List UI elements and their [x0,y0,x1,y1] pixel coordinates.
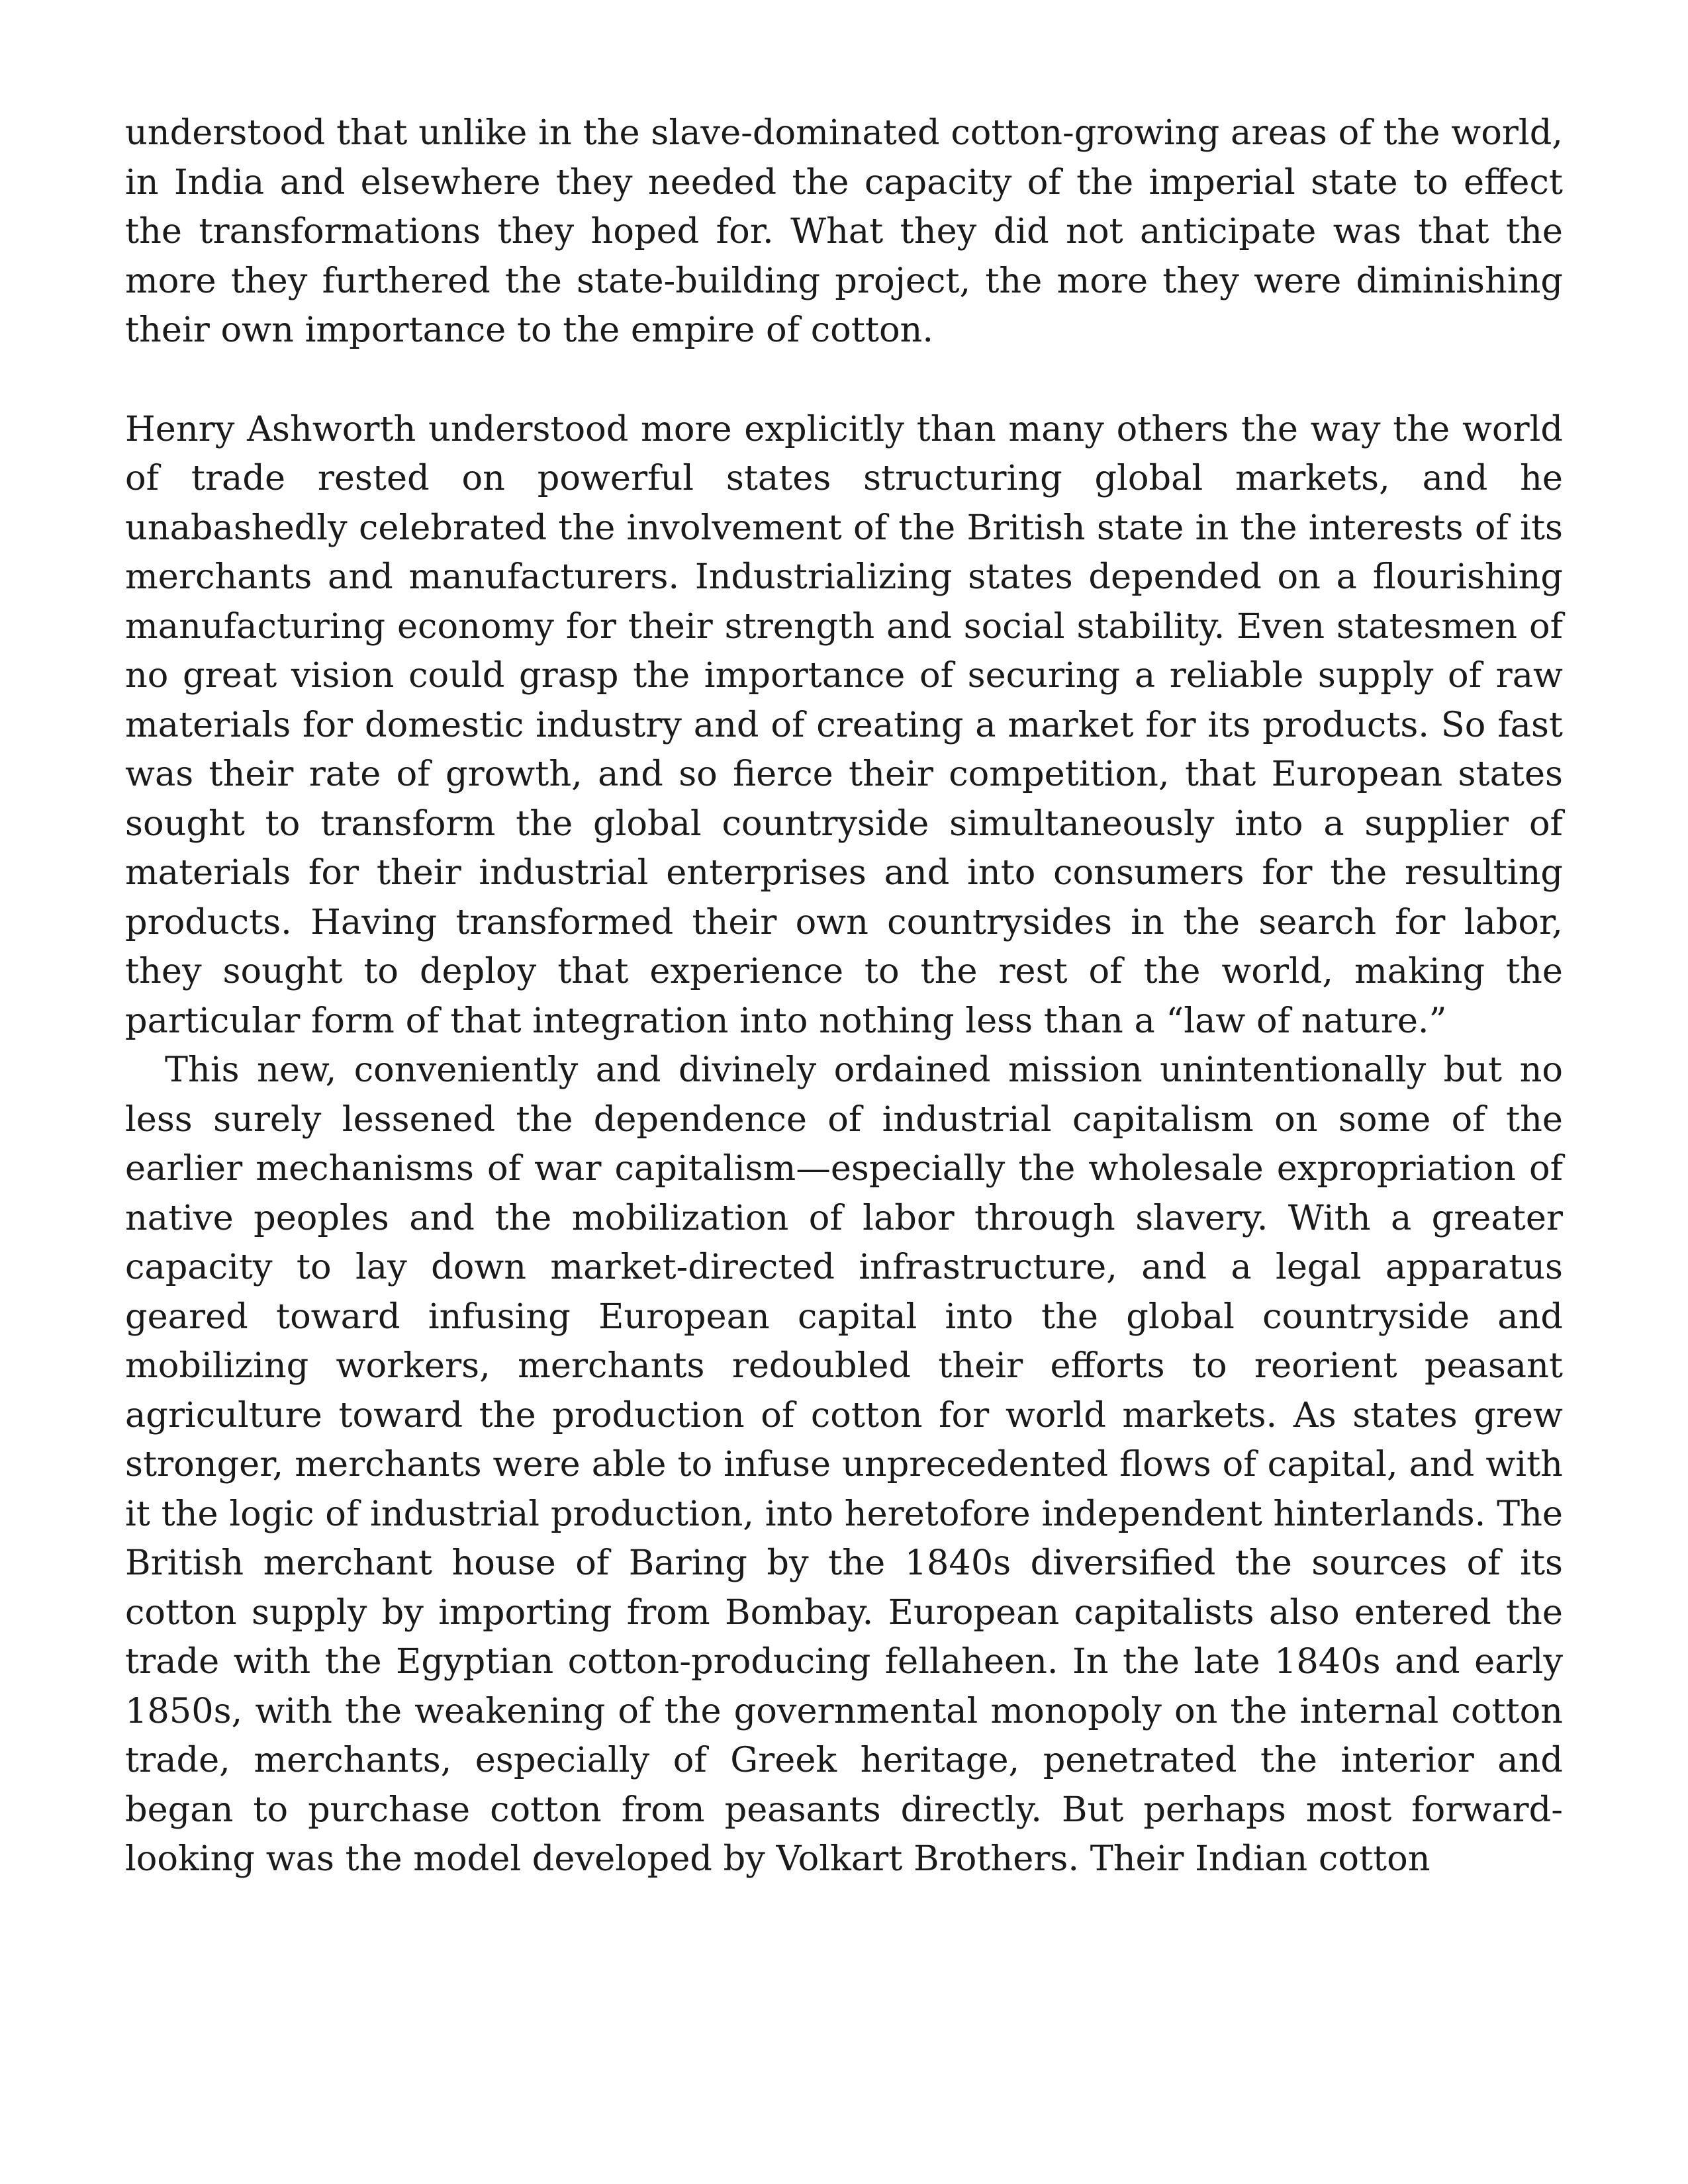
section-break [125,355,1563,405]
paragraph-ashworth: Henry Ashworth understood more explicitly than many others the way the world of trade rested on powerful states structuring global markets, and he unabashedly celebrated the involvement of the British state in the interests of its merchants and manufacturers. Industrializing states depended on a flourishing manufacturing economy for their strength and social stability. Even statesmen of no great vision could grasp the importance of securing a reliable supply of raw materials for domestic industry and of creating a market for its products. So fast was their rate of growth, and so fierce their competition, that European states sought to transform the global countryside simultaneously into a supplier of materials for their industrial enterprises and into consumers for the resulting products. Having transformed their own countrysides in the search for labor, they sought to deploy that experience to the rest of the world, making the particular form of that integration into nothing less than a “law of nature.” [125,408,1563,1041]
page-body [125,109,1563,1884]
paragraph-mission: This new, conveniently and divinely ordained mission unintentionally but no less surely lessened the dependence of industrial capitalism on some of the earlier mechanisms of war capitalism—especially the wholesale expropriation of native peoples and the mobilization of labor through slavery. With a greater capacity to lay down market-directed infrastructure, and a legal apparatus geared toward infusing European capital into the global countryside and mobilizing workers, merchants redoubled their efforts to reorient peasant agriculture toward the production of cotton for world markets. As states grew stronger, merchants were able to infuse unprecedented flows of capital, and with it the logic of industrial production, into heretofore independent hinterlands. The British merchant house of Baring by the 1840s diversified the sources of its cotton supply by importing from Bombay. European capitalists also entered the trade with the Egyptian cotton-producing fellaheen. In the late 1840s and early 1850s, with the weakening of the governmental monopoly on the internal cotton trade, merchants, especially of Greek heritage, penetrated the interior and began to purchase cotton from peasants directly. But perhaps most forward-looking was the model developed by Volkart Brothers. Their Indian cotton [125,1050,1563,1879]
paragraph-continued: understood that unlike in the slave-dominated cotton-growing areas of the world, in India and elsewhere they needed the capacity of the imperial state to effect the transformations they hoped for. What they did not anticipate was that the more they furthered the state-building project, the more they were diminishing their own importance to the empire of cotton. [125,113,1563,350]
